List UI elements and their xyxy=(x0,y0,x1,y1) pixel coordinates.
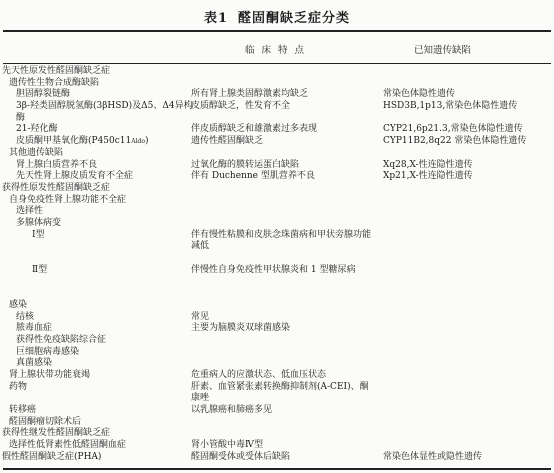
table-title xyxy=(0,7,554,26)
row-category-text: 3β-羟类固醇脱氢酶(3βHSD)及Δ5、Δ4异构酶 xyxy=(16,101,193,123)
table-row xyxy=(0,195,554,207)
row-category xyxy=(16,335,106,347)
table-row xyxy=(0,78,554,90)
row-category xyxy=(9,148,63,160)
row-clinical-features: 危重病人的应激状态、低血压状态 xyxy=(191,369,327,380)
table-row xyxy=(0,440,554,452)
table-row xyxy=(0,148,554,160)
row-genetic-defect: HSD3B,1p13,常染色体隐性遗传 xyxy=(383,101,518,112)
row-category xyxy=(2,183,110,195)
row-category-text: 感染 xyxy=(9,299,28,310)
row-clinical-features: 伴有慢性粘膜和皮肤念珠菌病和甲状旁腺功能减低 xyxy=(191,229,372,252)
row-category xyxy=(2,452,101,464)
row-category xyxy=(9,382,27,394)
row-genetic-defect: 常染色体隐性遗传 xyxy=(383,89,456,100)
row-clinical-features: 以乳腺癌和肺癌多见 xyxy=(191,405,273,416)
table-row xyxy=(0,183,554,195)
table-row xyxy=(0,265,554,300)
row-category-text: 皮质酮甲基氧化酶(P450c11 xyxy=(16,136,132,147)
table-caption: 醛固酮缺乏症分类 xyxy=(238,11,351,26)
row-category xyxy=(9,195,126,207)
row-clinical-features: 遗传性醛固酮缺乏 xyxy=(191,136,264,147)
row-genetic-defect: Xp21,X-性连隐性遗传 xyxy=(383,171,473,182)
row-category xyxy=(16,89,70,101)
row-category xyxy=(16,136,148,148)
table-row xyxy=(0,417,554,429)
header-rule xyxy=(3,63,551,64)
table-row xyxy=(0,136,554,148)
row-category xyxy=(16,347,79,359)
row-category xyxy=(2,428,110,440)
table-row xyxy=(0,452,554,464)
row-category xyxy=(16,358,52,370)
table-row xyxy=(0,312,554,324)
table-row xyxy=(0,335,554,347)
table-row xyxy=(0,358,554,370)
row-category-text: 先天性原发性醛固酮缺乏症 xyxy=(2,66,111,76)
table-row xyxy=(0,124,554,136)
table-row xyxy=(0,218,554,230)
row-category xyxy=(16,218,61,230)
row-genetic-defect: 常染色体显性或隐性遗传 xyxy=(383,451,483,462)
row-category xyxy=(16,206,43,218)
table-row xyxy=(0,66,554,78)
row-category-text: 脓毒血症 xyxy=(16,323,53,334)
row-category-text: 选择性低肾素性低醛固酮血症 xyxy=(9,440,127,451)
row-category-text: 获得性原发性醛固酮缺乏症 xyxy=(2,182,111,193)
row-category xyxy=(16,160,97,172)
row-category xyxy=(32,265,47,277)
row-clinical-features: 过氧化酶的膜转运蛋白缺陷 xyxy=(191,159,300,170)
row-category xyxy=(16,171,133,183)
row-category-text: 真菌感染 xyxy=(16,358,53,369)
row-category-text: 先天性肾上腺皮质发育不全症 xyxy=(16,171,134,182)
row-category-text: Ⅱ型 xyxy=(32,264,48,275)
table-row xyxy=(0,428,554,440)
row-category-suffix: ) xyxy=(144,136,149,147)
row-category xyxy=(9,417,81,429)
row-category-text: 结核 xyxy=(16,311,35,322)
row-clinical-features: 肾小管酸中毒Ⅳ型 xyxy=(191,440,263,451)
row-category-text: 醛固酮瘤切除术后 xyxy=(9,416,82,427)
row-category-text: 多腺体病变 xyxy=(16,217,62,228)
row-clinical-features: 主要为脑膜炎双球菌感染 xyxy=(191,323,291,334)
row-clinical-features: 常见 xyxy=(191,311,210,322)
row-category xyxy=(2,66,110,78)
table-row xyxy=(0,171,554,183)
row-category xyxy=(16,312,34,324)
row-category-text: 胆固醇裂链酶 xyxy=(16,89,71,100)
row-category xyxy=(32,230,45,242)
row-genetic-defect: CYP21,6p21.3,常染色体隐性遗传 xyxy=(383,124,523,135)
row-category xyxy=(16,323,52,335)
row-category-text: 转移癌 xyxy=(9,405,37,416)
row-category-text: 药物 xyxy=(9,381,28,392)
row-category-text: 21-羟化酶 xyxy=(16,124,58,135)
table-body xyxy=(0,66,554,463)
table-row xyxy=(0,230,554,265)
table-row xyxy=(0,101,554,124)
row-category-text: 其他遗传缺陷 xyxy=(9,147,64,158)
table-row xyxy=(0,370,554,382)
row-clinical-features: 所有肾上腺类固醇激素均缺乏 xyxy=(191,89,309,100)
row-category-text: 自身免疫性肾上腺功能不全症 xyxy=(9,194,127,205)
table-row xyxy=(0,89,554,101)
table-row xyxy=(0,323,554,335)
row-category-text: 遗传性生物合成酶缺陷 xyxy=(9,77,100,88)
row-category xyxy=(9,300,27,312)
row-category-text: 获得性免疫缺陷综合征 xyxy=(16,334,107,345)
header-genetic-defect: 已知遗传缺陷 xyxy=(414,45,472,56)
row-category-text: Ⅰ型 xyxy=(32,229,45,240)
table-row xyxy=(0,300,554,312)
row-category-subscript: Aldo xyxy=(131,138,145,146)
table-row xyxy=(0,160,554,172)
table-row xyxy=(0,347,554,359)
bottom-rule xyxy=(3,468,551,470)
row-category xyxy=(16,101,194,124)
row-clinical-features: 伴皮质醇缺乏和雄激素过多表现 xyxy=(191,124,318,135)
row-category-text: 肾上腺白质营养不良 xyxy=(16,159,98,170)
row-clinical-features: 醛固酮受体或受体后缺陷 xyxy=(191,451,291,462)
row-category xyxy=(9,78,99,90)
header-clinical-features: 临 床 特 点 xyxy=(245,45,307,56)
table-number: 表1 xyxy=(203,11,229,26)
row-clinical-features: 伴有 Duchenne 型肌营养不良 xyxy=(191,171,315,182)
row-category xyxy=(16,124,58,136)
row-genetic-defect: Xq28,X-性连隐性遗传 xyxy=(383,159,473,170)
row-clinical-features: 伴慢性自身免疫性甲状腺炎和 1 型糖尿病 xyxy=(191,264,356,275)
row-clinical-features: 肝素、血管紧张素转换酶抑制剂(A-CEI)、酮康唑 xyxy=(191,381,369,404)
row-category-text: 选择性 xyxy=(16,206,44,217)
row-genetic-defect: CYP11B2,8q22 常染色体隐性遗传 xyxy=(383,136,527,147)
row-category xyxy=(9,405,36,417)
row-category-text: 肾上腺状带功能衰竭 xyxy=(9,369,91,380)
table-row xyxy=(0,206,554,218)
table-row xyxy=(0,382,554,405)
row-category-text: 假性醛固酮缺乏症(PHA) xyxy=(2,451,102,462)
row-category-text: 巨细胞病毒感染 xyxy=(16,346,80,357)
row-category xyxy=(9,370,90,382)
row-category-text: 获得性继发性醛固酮缺乏症 xyxy=(2,428,111,439)
row-clinical-features: 皮质醇缺乏，性发育不全 xyxy=(191,101,291,112)
table-row xyxy=(0,405,554,417)
row-category xyxy=(9,440,126,452)
top-rule xyxy=(3,30,551,32)
